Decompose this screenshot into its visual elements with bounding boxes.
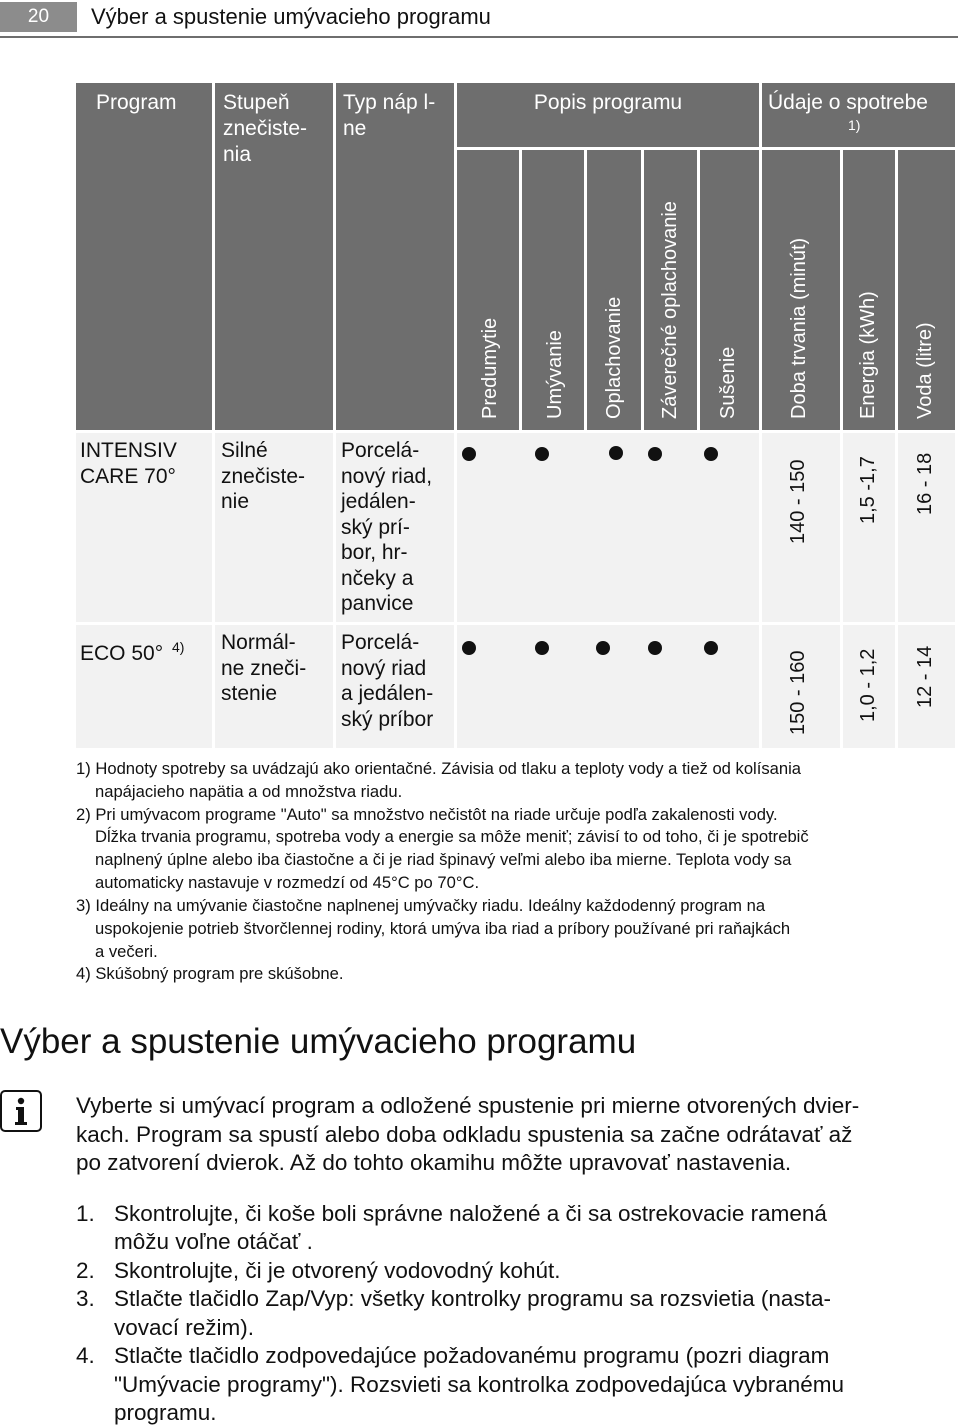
row-load-line: Porcelá- (341, 439, 420, 462)
row-load-line: jedálen- (341, 490, 416, 513)
header-soil (223, 90, 307, 168)
header-phase-cell (700, 150, 759, 430)
row-load-line: panvice (341, 592, 414, 615)
header-soil-line: nia (223, 143, 252, 166)
row-program-line: INTENSIV (80, 439, 177, 462)
row-load-line: bor, hr- (341, 541, 408, 564)
phase-dot (535, 447, 549, 461)
header-description: Popis programu (533, 91, 683, 114)
row-soil-line: nie (221, 490, 250, 513)
row-soil-line: Normál- (221, 631, 296, 654)
row-soil (221, 438, 305, 515)
phase-dot (596, 641, 610, 655)
step-line: "Umývacie programy"). Rozsvieti sa kontrolka zodpovedajúca vybranému (114, 1372, 845, 1397)
step-line: programu. (114, 1400, 217, 1425)
header-program-cell (76, 83, 212, 430)
table-row-cell (336, 433, 454, 622)
step-number: 4. (76, 1343, 95, 1368)
header-load-line: Typ náp l- (343, 91, 436, 114)
step-number: 2. (76, 1258, 95, 1283)
row-load-line: a jedálen- (341, 682, 434, 705)
step-line: Skontrolujte, či je otvorený vodovodný kohút. (114, 1258, 561, 1283)
table-row-cell (457, 433, 759, 622)
table-row-cell (843, 433, 895, 622)
row-soil-line: stenie (221, 682, 278, 705)
table-row-cell (762, 433, 840, 622)
row-program-line: CARE 70° (80, 464, 176, 488)
header-description-cell (457, 83, 759, 147)
header-load-line: ne (343, 117, 367, 140)
step-line: vovací režim). (114, 1315, 255, 1340)
row-soil-line: Silné (221, 439, 268, 462)
header-phase-wash: Umývanie (544, 330, 566, 419)
footnote-line: a večeri. (95, 942, 158, 961)
step-line: môžu voľne otáčať . (114, 1229, 313, 1254)
header-soil-line: znečiste- (223, 117, 308, 140)
row-program-note: 4) (171, 639, 185, 655)
row-energy: 1,5 -1,7 (857, 456, 879, 524)
header-phase-cell (587, 150, 641, 430)
header-water: Voda (litre) (914, 322, 936, 419)
header-phase-rinse: Oplachovanie (603, 296, 625, 419)
header-load-cell (336, 83, 454, 430)
phase-dot (648, 641, 662, 655)
info-i-icon (0, 1090, 42, 1132)
header-rule (0, 36, 958, 38)
phase-dot (462, 447, 476, 461)
header-consumption-note: 1) (848, 117, 861, 133)
row-soil-line: znečiste- (221, 464, 306, 488)
row-load-line: ský prí- (341, 515, 410, 539)
header-consumption-col-cell (762, 150, 840, 430)
footnote-line: uspokojenie potrieb štvorčlennej rodiny, ktorá umýva iba riad a príbory používané pri raňajkách (95, 919, 791, 938)
table-row-cell (336, 625, 454, 748)
footnote-line: napájacieho napätia a od množstva riadu. (95, 782, 403, 801)
row-load-line: nčeky a (341, 566, 414, 590)
row-load (341, 438, 432, 617)
row-energy: 1,0 - 1,2 (857, 648, 879, 722)
table-row-cell (898, 625, 955, 748)
row-program (80, 635, 184, 667)
phase-dot (704, 447, 718, 461)
table-row-cell (762, 625, 840, 748)
header-phase-prewash: Predumytie (479, 317, 501, 419)
footnote-line: naplnený úplne alebo iba čiastočne a či je riad špinavý veľmi alebo iba mierne. Teplota vody sa (95, 850, 792, 869)
row-load (341, 630, 433, 732)
row-duration: 150 - 160 (787, 650, 809, 735)
phase-dot (704, 641, 718, 655)
footnote-line: 3) Ideálny na umývanie čiastočne naplnenej umývačky riadu. Ideálny každodenný program na (76, 896, 766, 915)
step-line: Stlačte tlačidlo Zap/Vyp: všetky kontrolky programu sa rozsvietia (nasta- (114, 1286, 831, 1311)
row-load-line: nový riad (341, 656, 427, 680)
row-program-line: ECO 50° (80, 642, 164, 665)
info-line: Vyberte si umývací program a odložené spustenie pri mierne otvorených dvier- (76, 1093, 860, 1118)
row-water: 16 - 18 (914, 452, 936, 515)
table-row-cell (76, 625, 212, 748)
page-number: 20 (0, 2, 77, 32)
phase-dot (535, 641, 549, 655)
step-number: 3. (76, 1286, 95, 1311)
table-row-cell (843, 625, 895, 748)
phase-dot (462, 641, 476, 655)
header-consumption-col-cell (843, 150, 895, 430)
section-title: Výber a spustenie umývacieho programu (0, 1022, 637, 1061)
footnote-line: Dĺžka trvania programu, spotreba vody a energie sa môže meniť; závisí to od toho, či je spotrebič (95, 827, 809, 846)
footnote-line: 2) Pri umývacom programe "Auto" sa množstvo nečistôt na riade určuje podľa zakalenosti vody. (76, 805, 778, 824)
header-program: Program (96, 91, 177, 114)
header-phase-final-rinse: Záverečné oplachovanie (659, 201, 681, 419)
header-phase-cell (644, 150, 697, 430)
step-line: Skontrolujte, či koše boli správne naložené a či sa ostrekovacie ramená (114, 1201, 827, 1226)
header-consumption-col-cell (898, 150, 955, 430)
table-row-cell (215, 433, 333, 622)
phase-dot (609, 446, 623, 460)
header-phase-cell (457, 150, 519, 430)
row-soil (221, 630, 306, 707)
header-phase-drying: Sušenie (717, 346, 739, 419)
step-number: 1. (76, 1201, 95, 1226)
row-load-line: Porcelá- (341, 631, 420, 654)
header-consumption: Údaje o spotrebe (768, 91, 928, 114)
header-energy: Energia (kWh) (857, 291, 879, 419)
footnote-line: automaticky nastavuje v rozmedzí od 45°C po 70°C. (95, 873, 480, 892)
header-soil-line: Stupeň (223, 91, 290, 114)
page-header-title: Výber a spustenie umývacieho programu (91, 4, 491, 29)
row-load-line: ský príbor (341, 707, 434, 731)
header-duration: Doba trvania (minút) (788, 237, 810, 419)
row-program (80, 438, 177, 489)
table-row-cell (457, 625, 759, 748)
header-soil-cell (215, 83, 333, 430)
table-row-cell (76, 433, 212, 622)
footnote-line: 4) Skúšobný program pre skúšobne. (76, 964, 344, 983)
table-row-cell (898, 433, 955, 622)
info-line: po zatvorení dvierok. Až do tohto okamihu môžte upravovať nastavenia. (76, 1150, 792, 1175)
phase-dot (648, 447, 662, 461)
header-phase-cell (522, 150, 584, 430)
row-load-line: nový riad, (341, 464, 433, 488)
header-consumption-cell (762, 83, 955, 147)
table-row-cell (215, 625, 333, 748)
row-water: 12 - 14 (914, 645, 936, 708)
row-soil-line: ne zneči- (221, 656, 307, 680)
info-line: kach. Program sa spustí alebo doba odkladu spustenia sa začne odrátavať až (76, 1122, 853, 1147)
header-load (343, 90, 435, 142)
step-line: Stlačte tlačidlo zodpovedajúce požadovanému programu (pozri diagram (114, 1343, 830, 1368)
footnote-line: 1) Hodnoty spotreby sa uvádzajú ako orientačné. Závisia od tlaku a teploty vody a tiež od kolísania (76, 759, 802, 778)
row-duration: 140 - 150 (787, 459, 809, 544)
